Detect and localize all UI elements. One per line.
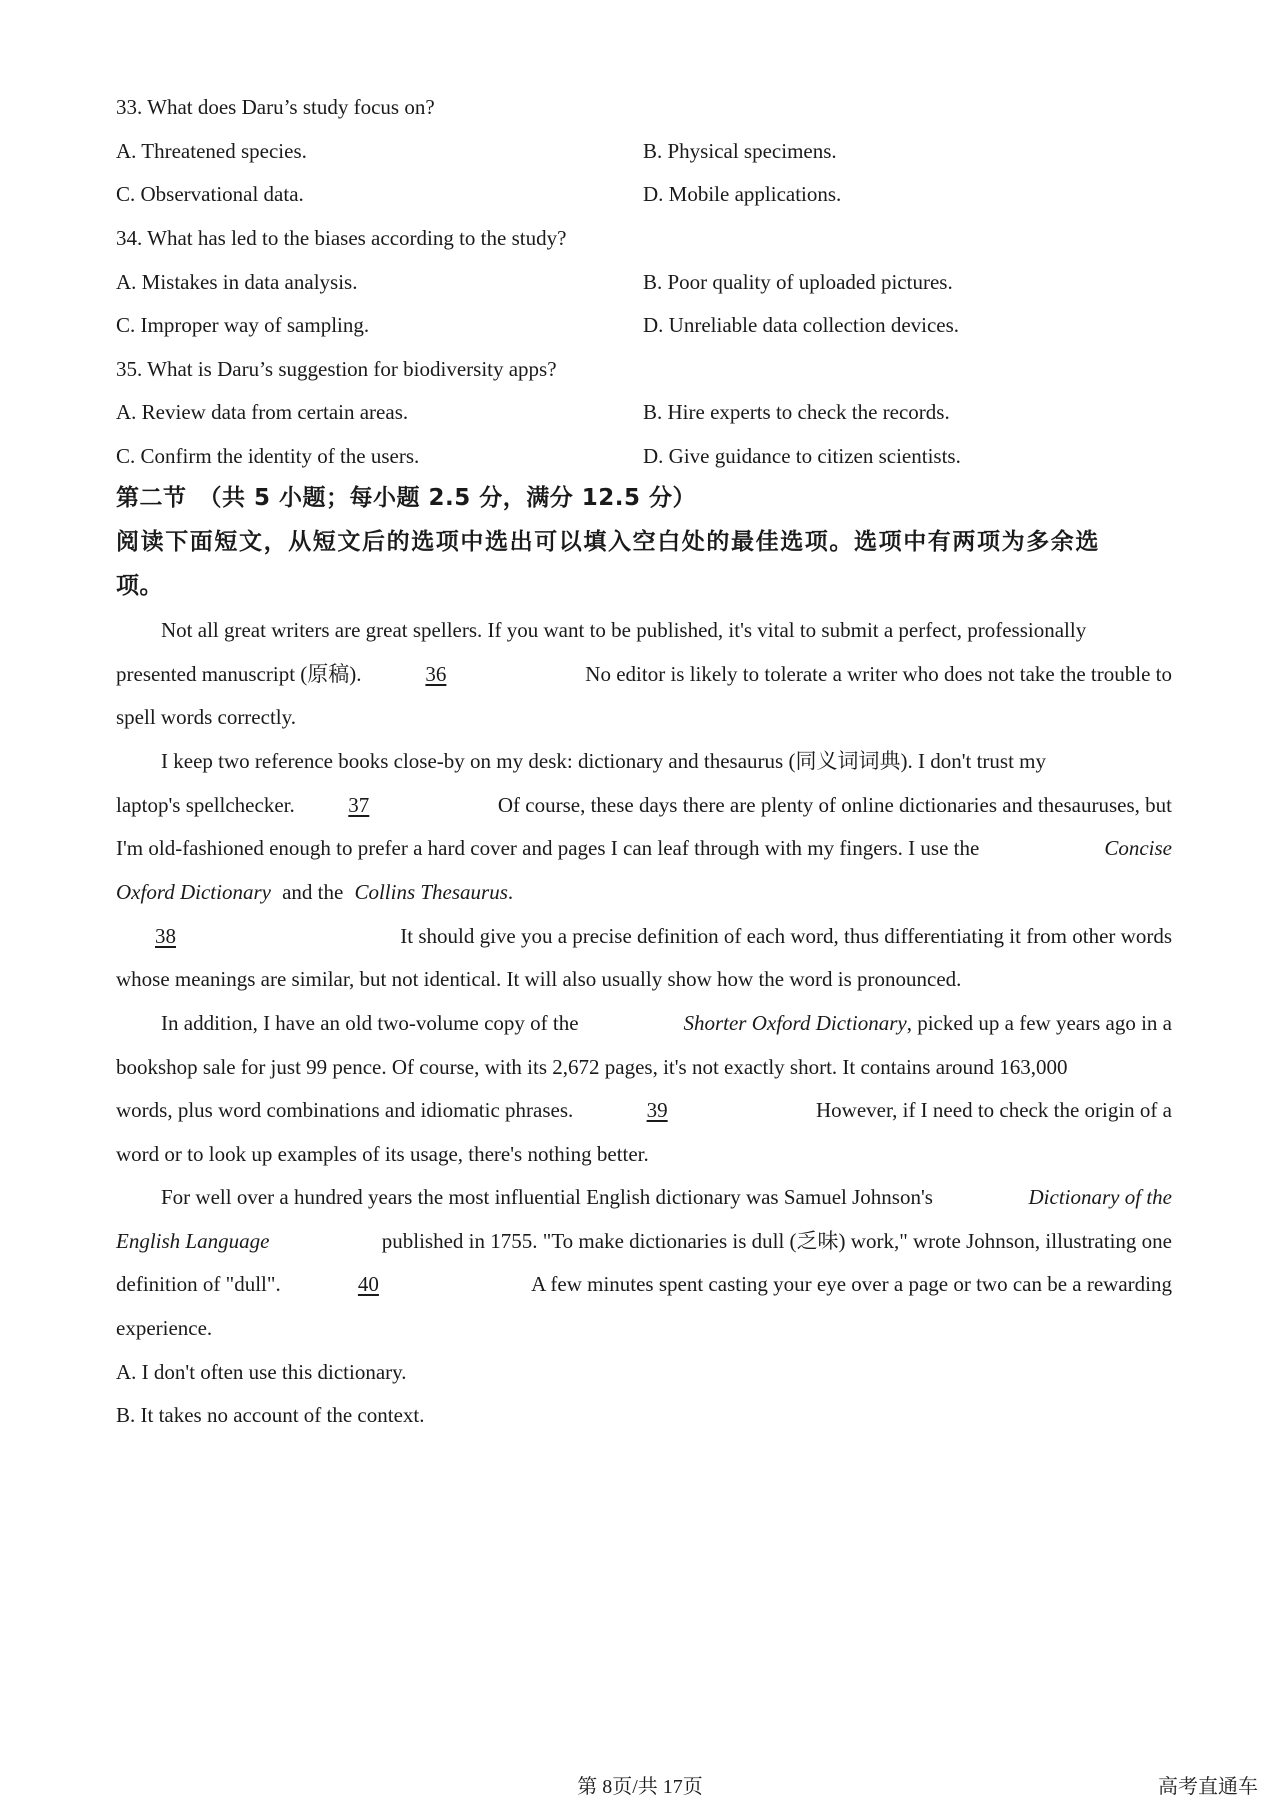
brand-logo-text: 高考直通车	[1158, 1774, 1258, 1798]
q35-option-c: C. Confirm the identity of the users.	[116, 444, 420, 468]
passage-p2-and-the: and the	[282, 880, 344, 904]
passage-p4-line-1	[161, 1009, 1172, 1037]
q33-option-b: B. Physical specimens.	[643, 139, 837, 163]
q33-option-d: D. Mobile applications.	[643, 182, 842, 206]
passage-p2-line-2-start: laptop's spellchecker.	[116, 793, 295, 817]
passage-p5-line-4: experience.	[116, 1316, 213, 1340]
passage-p5-line-1-start: For well over a hundred years the most influential English dictionary was Samuel Johnson's	[161, 1185, 933, 1209]
q34-option-b: B. Poor quality of uploaded pictures.	[643, 270, 953, 294]
question-33-stem: 33. What does Daru’s study focus on?	[116, 95, 435, 119]
passage-p3-line-2: whose meanings are similar, but not identical. It will also usually show how the word is pronounced.	[116, 967, 962, 991]
passage-p4-line-2: bookshop sale for just 99 pence. Of course, with its 2,672 pages, it's not exactly short. It contains around 163,000	[116, 1055, 1068, 1079]
passage-p2-line-2	[116, 791, 1172, 819]
passage-p4-line-1-start: In addition, I have an old two-volume copy of the	[161, 1011, 579, 1035]
blank-39: 39	[646, 1098, 668, 1122]
passage-p2-concise: Concise	[1104, 836, 1172, 860]
passage-p4-shorter-oxford: Shorter Oxford Dictionary	[683, 1011, 907, 1035]
passage-p1-line-2-end: No editor is likely to tolerate a writer who does not take the trouble to	[585, 662, 1172, 686]
passage-p2-line-3	[116, 834, 1172, 862]
passage-p5-english-language: English Language	[116, 1229, 270, 1253]
choice-b: B. It takes no account of the context.	[116, 1403, 425, 1427]
passage-p5-line-3-end: A few minutes spent casting your eye over a page or two can be a rewarding	[531, 1272, 1172, 1296]
q34-option-d: D. Unreliable data collection devices.	[643, 313, 960, 337]
passage-p4-line-1-end: , picked up a few years ago in a	[906, 1011, 1172, 1035]
passage-p2-line-1: I keep two reference books close-by on my desk: dictionary and thesaurus (同义词词典). I don't trust my	[161, 749, 1046, 773]
passage-p1-line-2	[116, 660, 1172, 688]
q33-option-c: C. Observational data.	[116, 182, 304, 206]
passage-p4-line-3-end: However, if I need to check the origin of a	[815, 1098, 1172, 1122]
passage-p2-line-2-end: Of course, these days there are plenty of online dictionaries and thesauruses, but	[497, 793, 1172, 817]
question-35-stem: 35. What is Daru’s suggestion for biodiversity apps?	[116, 357, 557, 381]
passage-p1-line-3: spell words correctly.	[116, 705, 296, 729]
blank-36: 36	[425, 662, 447, 686]
q34-option-a: A. Mistakes in data analysis.	[116, 270, 358, 294]
section-title: 第二节 （共 5 小题；每小题 2.5 分，满分 12.5 分）	[116, 485, 697, 511]
passage-p4-line-4: word or to look up examples of its usage, there's nothing better.	[116, 1142, 649, 1166]
question-34-stem: 34. What has led to the biases according to the study?	[116, 226, 567, 250]
q35-option-b: B. Hire experts to check the records.	[643, 400, 950, 424]
page-number: 第 8页/共 17页	[577, 1776, 703, 1798]
passage-p1-line-1: Not all great writers are great spellers. If you want to be published, it's vital to submit a perfect, professionally	[161, 618, 1087, 642]
q35-option-d: D. Give guidance to citizen scientists.	[643, 444, 961, 468]
q34-option-c: C. Improper way of sampling.	[116, 313, 370, 337]
passage-p5-line-1	[161, 1183, 1172, 1211]
section-instruction-line-2: 项。	[116, 573, 163, 599]
passage-p5-line-2-rest: published in 1755. "To make dictionaries is dull (乏味) work," wrote Johnson, illustrating one	[381, 1229, 1172, 1253]
passage-p5-dictionary-of-the: Dictionary of the	[1028, 1185, 1172, 1209]
passage-p5-line-3	[116, 1270, 1172, 1298]
passage-p1-line-2-start: presented manuscript (原稿).	[116, 662, 362, 686]
passage-p3-line-1	[155, 922, 1172, 950]
q35-option-a: A. Review data from certain areas.	[116, 400, 409, 424]
q33-option-a: A. Threatened species.	[116, 139, 307, 163]
passage-p5-line-2	[116, 1227, 1172, 1255]
passage-p4-line-3	[116, 1096, 1172, 1124]
passage-p2-period: .	[507, 880, 514, 904]
passage-p2-collins-thesaurus: Collins Thesaurus	[354, 880, 508, 904]
section-instruction-line-1: 阅读下面短文，从短文后的选项中选出可以填入空白处的最佳选项。选项中有两项为多余选	[116, 529, 1100, 555]
passage-p2-line-3-start: I'm old-fashioned enough to prefer a hard cover and pages I can leaf through with my fingers. I use the	[116, 836, 980, 860]
choice-a: A. I don't often use this dictionary.	[116, 1360, 407, 1384]
exam-page	[116, 0, 1172, 1811]
passage-p4-line-3-start: words, plus word combinations and idiomatic phrases.	[116, 1098, 574, 1122]
passage-p3-line-1-text: It should give you a precise definition of each word, thus differentiating it from other words	[400, 924, 1172, 948]
blank-38: 38	[155, 924, 176, 948]
passage-p2-line-4	[116, 878, 513, 906]
passage-p2-oxford-dictionary: Oxford Dictionary	[116, 880, 271, 904]
blank-40: 40	[357, 1272, 379, 1296]
blank-37: 37	[348, 793, 370, 817]
passage-p5-line-3-start: definition of "dull".	[116, 1272, 281, 1296]
